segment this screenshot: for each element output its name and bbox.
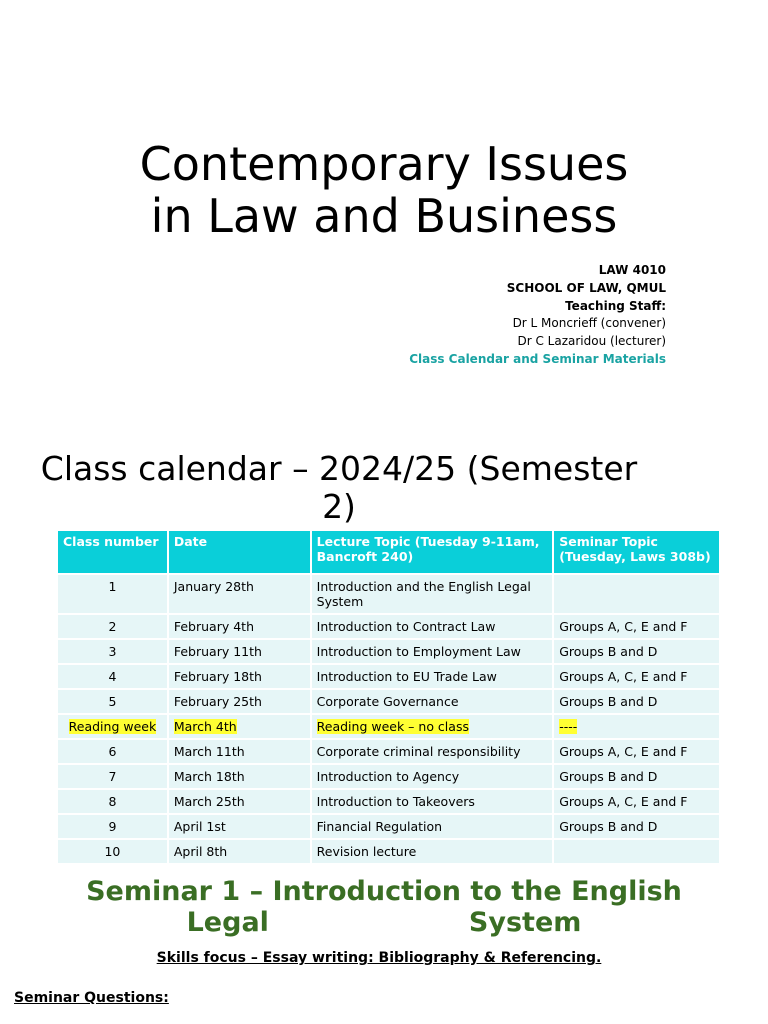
cell-date: March 18th <box>168 764 311 789</box>
table-row-reading-week <box>58 714 720 739</box>
course-code: LAW 4010 <box>598 263 666 277</box>
table-row <box>58 789 720 814</box>
staff-member-2: Dr C Lazaridou (lecturer) <box>517 334 666 349</box>
header-date: Date <box>168 531 311 574</box>
highlighted-text: Reading week – no class <box>316 719 469 734</box>
cell-date: April 8th <box>168 839 311 863</box>
cell-class-number: 3 <box>58 639 168 664</box>
highlighted-text: March 4th <box>173 719 237 734</box>
cell-date: March 25th <box>168 789 311 814</box>
cell-seminar-topic: Groups B and D <box>553 639 720 664</box>
cell-seminar-topic <box>553 839 720 863</box>
header-class-number: Class number <box>58 531 168 574</box>
cell-class-number: 2 <box>58 614 168 639</box>
cell-seminar-topic <box>553 714 720 739</box>
cell-class-number: 6 <box>58 739 168 764</box>
cell-lecture-topic: Introduction to EU Trade Law <box>311 664 554 689</box>
class-calendar-table <box>58 531 721 863</box>
seminar-title <box>0 876 768 938</box>
calendar-title-line-2: 2) <box>322 487 356 526</box>
cell-seminar-topic: Groups A, C, E and F <box>553 664 720 689</box>
cell-lecture-topic: Introduction to Contract Law <box>311 614 554 639</box>
table-row <box>58 839 720 863</box>
school-name: SCHOOL OF LAW, QMUL <box>506 280 666 295</box>
cell-seminar-topic: Groups A, C, E and F <box>553 739 720 764</box>
cell-lecture-topic: Introduction to Takeovers <box>311 789 554 814</box>
cell-date <box>168 714 311 739</box>
cell-date: February 25th <box>168 689 311 714</box>
table-row <box>58 739 720 764</box>
cell-seminar-topic: Groups B and D <box>553 689 720 714</box>
calendar-title <box>0 450 678 526</box>
seminar-title-line-2 <box>0 907 768 938</box>
table-row <box>58 814 720 839</box>
cell-date: April 1st <box>168 814 311 839</box>
cell-seminar-topic: Groups B and D <box>553 814 720 839</box>
table-row <box>58 664 720 689</box>
staff-label: Teaching Staff: <box>565 298 666 313</box>
seminar-title-line-1: Seminar 1 – Introduction to the English <box>86 876 682 907</box>
cell-class-number: 8 <box>58 789 168 814</box>
cell-class-number: 9 <box>58 814 168 839</box>
course-meta <box>409 262 666 369</box>
skills-focus: Skills focus – Essay writing: Bibliography & Referencing. <box>156 950 602 966</box>
title-line-1: Contemporary Issues <box>139 137 629 191</box>
header-lecture-topic: Lecture Topic (Tuesday 9-11am, Bancroft 240) <box>311 531 554 574</box>
title-line-2: in Law and Business <box>150 189 618 243</box>
table-row <box>58 689 720 714</box>
calendar-materials-link[interactable]: Class Calendar and Seminar Materials <box>409 351 666 366</box>
cell-lecture-topic: Introduction to Employment Law <box>311 639 554 664</box>
cell-lecture-topic: Introduction and the English Legal System <box>311 574 554 614</box>
cell-class-number: 1 <box>58 574 168 614</box>
document-title <box>0 138 768 242</box>
highlighted-text: ---- <box>559 719 578 734</box>
cell-lecture-topic: Corporate criminal responsibility <box>311 739 554 764</box>
cell-class-number <box>58 714 168 739</box>
table-row <box>58 574 720 614</box>
highlighted-text: Reading week <box>68 719 157 734</box>
cell-lecture-topic: Corporate Governance <box>311 689 554 714</box>
cell-lecture-topic <box>311 714 554 739</box>
seminar-title-word-legal: Legal <box>186 907 269 938</box>
cell-date: February 4th <box>168 614 311 639</box>
seminar-questions-heading: Seminar Questions: <box>14 990 169 1006</box>
table-row <box>58 639 720 664</box>
cell-seminar-topic: Groups A, C, E and F <box>553 614 720 639</box>
cell-date: February 18th <box>168 664 311 689</box>
table-row <box>58 764 720 789</box>
cell-seminar-topic: Groups A, C, E and F <box>553 789 720 814</box>
cell-class-number: 4 <box>58 664 168 689</box>
cell-class-number: 10 <box>58 839 168 863</box>
table-row <box>58 614 720 639</box>
staff-member-1: Dr L Moncrieff (convener) <box>512 316 666 331</box>
cell-date: January 28th <box>168 574 311 614</box>
calendar-title-line-1: Class calendar – 2024/25 (Semester <box>40 449 638 488</box>
cell-lecture-topic: Introduction to Agency <box>311 764 554 789</box>
cell-date: February 11th <box>168 639 311 664</box>
seminar-title-word-system: System <box>468 907 582 938</box>
cell-date: March 11th <box>168 739 311 764</box>
cell-class-number: 7 <box>58 764 168 789</box>
cell-class-number: 5 <box>58 689 168 714</box>
cell-seminar-topic <box>553 574 720 614</box>
cell-seminar-topic: Groups B and D <box>553 764 720 789</box>
table-header-row <box>58 531 720 574</box>
header-seminar-topic: Seminar Topic (Tuesday, Laws 308b) <box>553 531 720 574</box>
cell-lecture-topic: Revision lecture <box>311 839 554 863</box>
cell-lecture-topic: Financial Regulation <box>311 814 554 839</box>
